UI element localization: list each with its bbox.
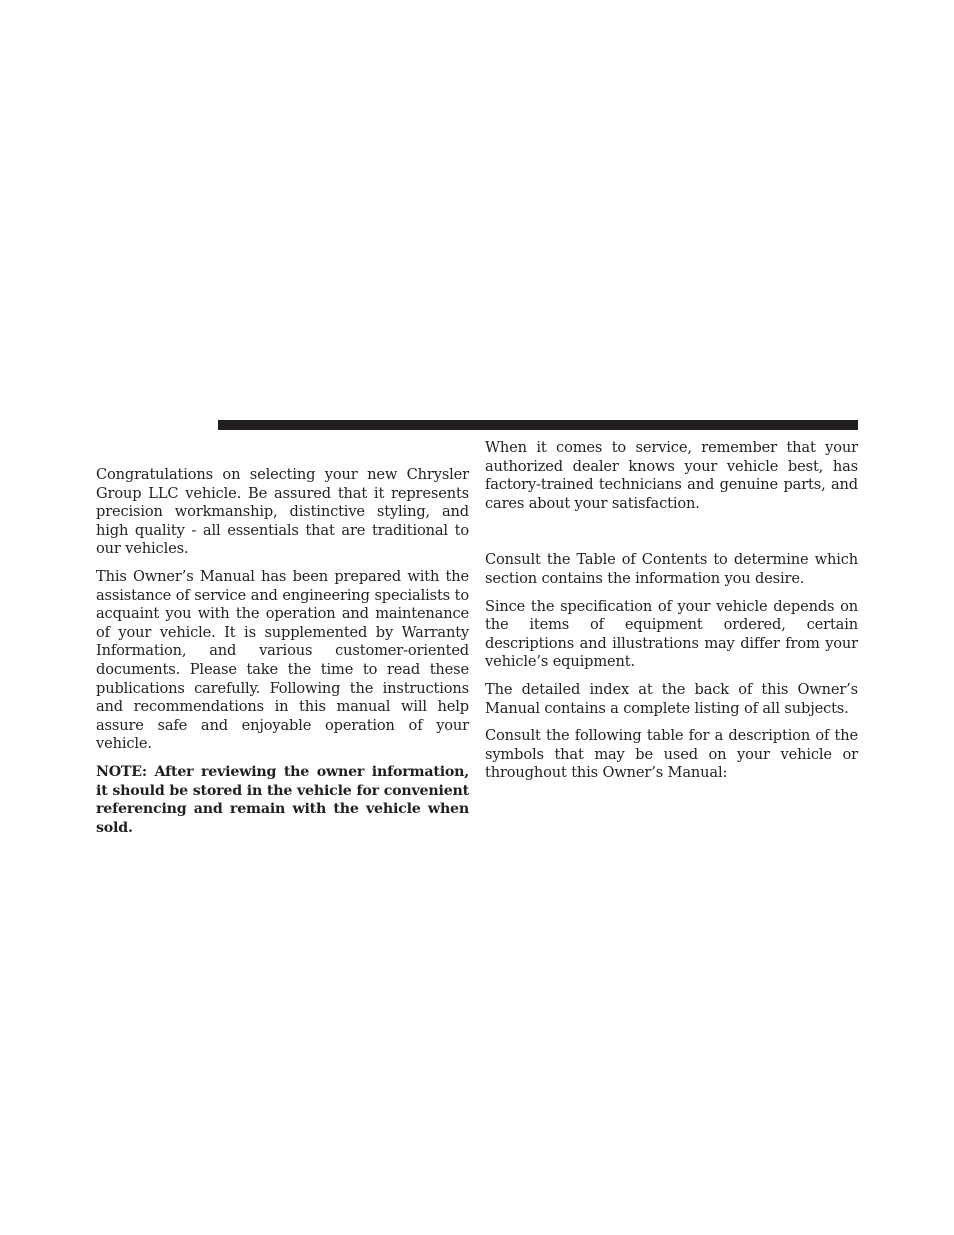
- service-paragraph: When it comes to service, remember that your authorized dealer knows your vehicle best, has factory-trained technicians and genuine parts, and cares about your satisfaction.: [485, 439, 858, 512]
- manual-purpose-paragraph: This Owner’s Manual has been prepared with the assistance of service and engineering specialists to acquaint you with the operation and maintenance of your vehicle. It is supplemented by Warranty Information, and various customer-oriented documents. Please take the time to read these publications carefully. Following the instructions and recommendations in this manual will help assure safe and enjoyable operation of your vehicle.: [96, 567, 469, 753]
- left-column: [96, 466, 469, 837]
- congratulations-paragraph: Congratulations on selecting your new Chrysler Group LLC vehicle. Be assured that it represents precision workmanship, distinctive styling, and high quality - all essentials that are traditional to our vehicles.: [96, 466, 469, 558]
- section-header-rule: [218, 420, 858, 430]
- symbols-paragraph: Consult the following table for a description of the symbols that may be used on your vehicle or throughout this Owner’s Manual:: [485, 727, 858, 782]
- equipment-paragraph: Since the specification of your vehicle depends on the items of equipment ordered, certain descriptions and illustrations may differ from your vehicle’s equipment.: [485, 597, 858, 671]
- storage-note: NOTE: After reviewing the owner information, it should be stored in the vehicle for convenient referencing and remain with the vehicle when sold.: [96, 763, 469, 836]
- table-of-contents-paragraph: Consult the Table of Contents to determine which section contains the information you desire.: [485, 551, 858, 587]
- right-column: [485, 439, 858, 783]
- index-paragraph: The detailed index at the back of this Owner’s Manual contains a complete listing of all subjects.: [485, 680, 858, 717]
